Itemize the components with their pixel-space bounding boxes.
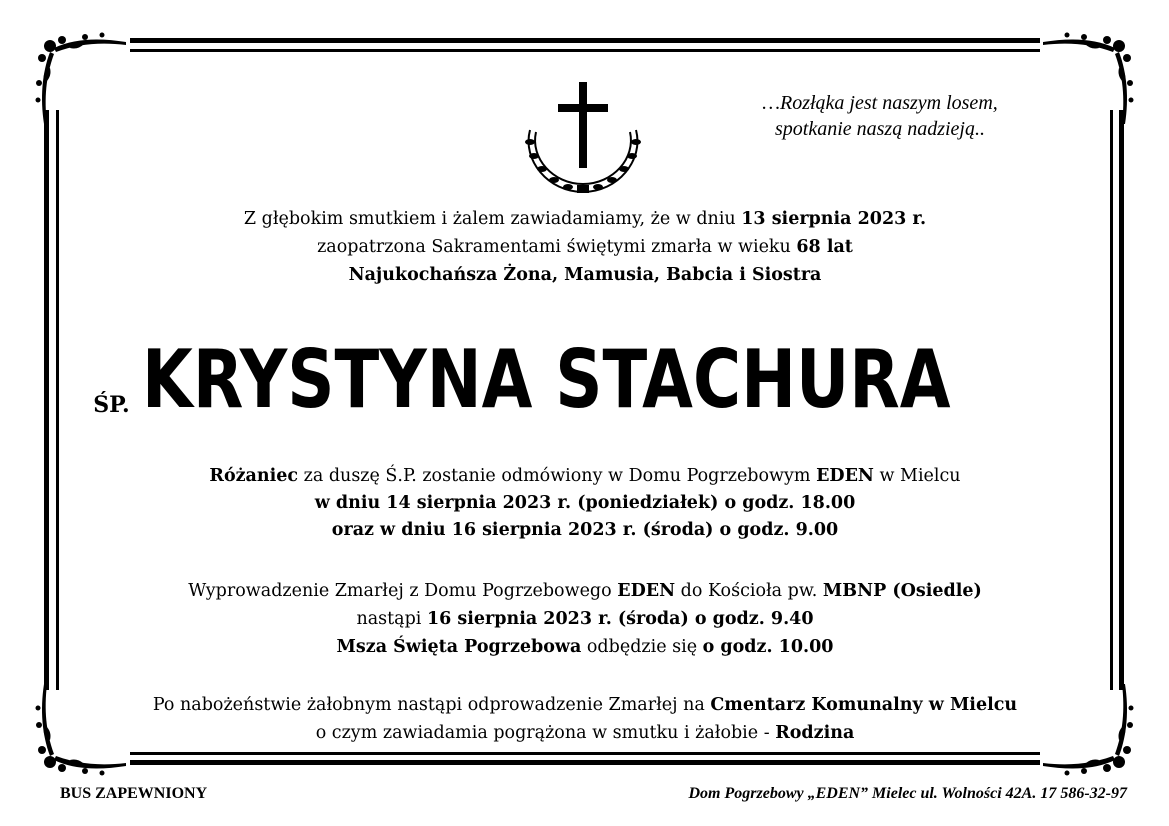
church-name: MBNP (Osiedle) — [822, 581, 982, 601]
rosary-date-1: w dniu 14 sierpnia 2023 r. (poniedziałek) o godz. 18.00 — [314, 493, 856, 513]
mass-label: Msza Święta Pogrzebowa — [336, 637, 582, 657]
rosary-line — [80, 463, 1090, 490]
procession-text: Wyprowadzenie Zmarłej z Domu Pogrzebowego — [188, 581, 618, 601]
burial-text: Po nabożeństwie żałobnym nastąpi odprowadzenie Zmarłej na — [152, 695, 711, 715]
family-line — [60, 719, 1110, 747]
burial-text: o czym zawiadamia pogrążona w smutku i żałobie - — [315, 723, 776, 743]
quote — [700, 90, 1060, 142]
procession-time-line — [80, 605, 1090, 633]
intro-line — [120, 233, 1050, 261]
rosary-text: za duszę Ś.P. zostanie odmówiony w Domu Pogrzebowym — [298, 466, 817, 486]
intro-text: Z głębokim smutkiem i żalem zawiadamiamy, że w dniu — [243, 209, 742, 229]
cemetery-name: Cmentarz Komunalny w Mielcu — [710, 695, 1018, 715]
intro-text: zaopatrzona Sakramentami świętymi zmarła w wieku — [317, 237, 797, 257]
family-signature: Rodzina — [775, 723, 855, 743]
name-prefix: ŚP. — [93, 392, 130, 418]
burial-line — [60, 691, 1110, 719]
mass-text: odbędzie się — [581, 637, 703, 657]
family-roles: Najukochańsza Żona, Mamusia, Babcia i Siostra — [348, 265, 822, 285]
floral-corner-icon — [30, 28, 126, 124]
death-date: 13 sierpnia 2023 r. — [741, 209, 927, 229]
procession-text: do Kościoła pw. — [675, 581, 823, 601]
mass-line — [80, 633, 1090, 661]
rosary-info — [80, 463, 1090, 544]
procession-time: 16 sierpnia 2023 r. (środa) o godz. 9.40 — [426, 609, 814, 629]
quote-line: …Rozłąka jest naszym losem, — [762, 92, 998, 114]
mass-time: o godz. 10.00 — [702, 637, 834, 657]
funeral-home-name: EDEN — [617, 581, 676, 601]
funeral-home-contact: Dom Pogrzebowy „EDEN” Mielec ul. Wolności 42A. 17 586-32-97 — [688, 785, 1127, 802]
cross-icon — [508, 80, 658, 200]
intro-line — [120, 205, 1050, 233]
rosary-date-2: oraz w dniu 16 sierpnia 2023 r. (środa) o godz. 9.00 — [331, 520, 839, 540]
procession-text: nastąpi — [356, 609, 427, 629]
funeral-home-name: EDEN — [816, 466, 874, 486]
quote-line: spotkanie naszą nadzieją.. — [775, 118, 985, 140]
rosary-label: Różaniec — [209, 466, 299, 486]
rosary-text: w Mielcu — [873, 466, 961, 486]
deceased-name-row — [60, 318, 1110, 428]
procession-line — [80, 577, 1090, 605]
procession-info — [80, 577, 1090, 661]
announcement-intro — [120, 205, 1050, 289]
burial-info — [60, 691, 1110, 747]
deceased-name: KRYSTYNA STACHURA — [141, 333, 951, 426]
bus-notice: BUS ZAPEWNIONY — [60, 785, 208, 802]
age: 68 lat — [796, 237, 853, 257]
